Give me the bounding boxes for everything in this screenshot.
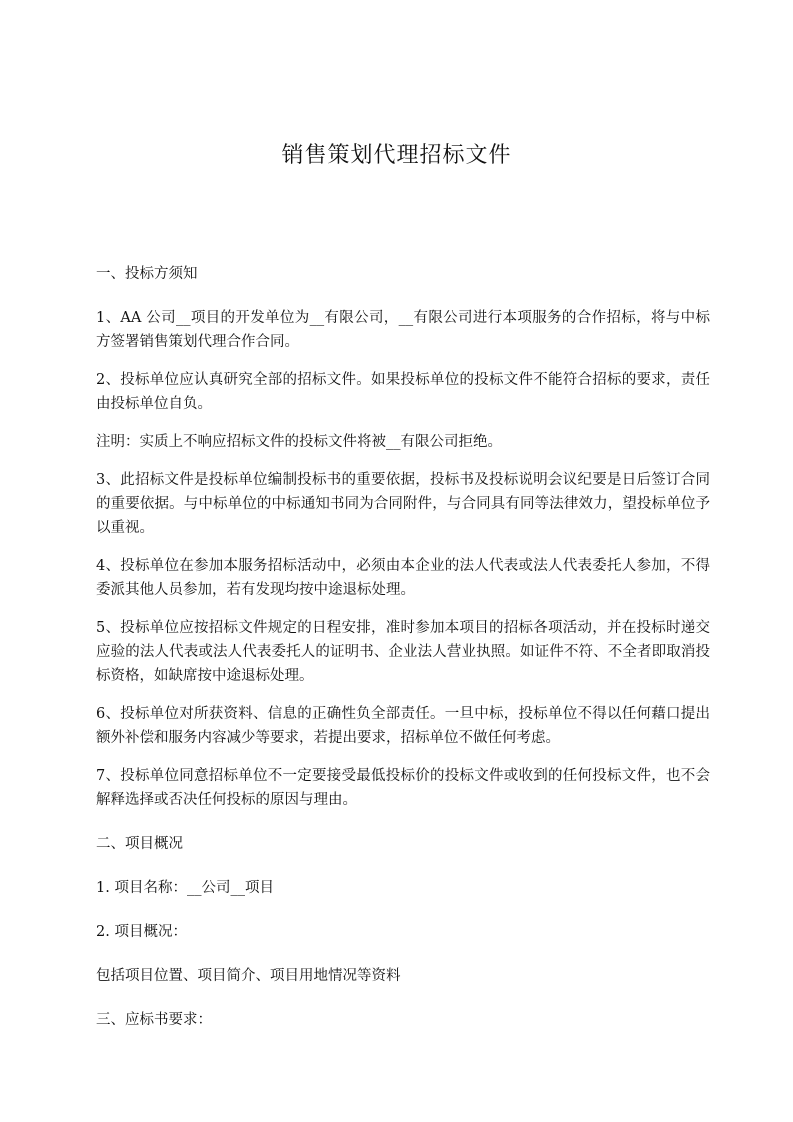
paragraph-5: 5、投标单位应按招标文件规定的日程安排，准时参加本项目的招标各项活动，并在投标时递交应验的法人代表或法人代表委托人的证明书、企业法人营业执照。如证件不符、不全者即取消投标资格，如缺席按中途退标处理。 xyxy=(96,620,710,684)
section-heading-1: 一、投标方须知 xyxy=(96,266,198,282)
section-heading-3: 三、应标书要求： xyxy=(96,1012,212,1028)
project-overview-label: 2. 项目概况： xyxy=(96,924,187,940)
paragraph-2: 2、投标单位应认真研究全部的招标文件。如果投标单位的投标文件不能符合招标的要求，责任由投标单位自负。 xyxy=(96,372,710,412)
paragraph-1: 1、AA 公司__项目的开发单位为__有限公司，__有限公司进行本项服务的合作招标，将与中标方签署销售策划代理合作合同。 xyxy=(96,310,710,350)
paragraph-6: 6、投标单位对所获资料、信息的正确性负全部责任。一旦中标，投标单位不得以任何藉口提出额外补偿和服务内容减少等要求，若提出要求，招标单位不做任何考虑。 xyxy=(96,706,710,746)
document-body xyxy=(96,262,710,1046)
paragraph-3: 3、此招标文件是投标单位编制投标书的重要依据，投标书及投标说明会议纪要是日后签订合同的重要依据。与中标单位的中标通知书同为合同附件，与合同具有同等法律效力，望投标单位予以重视。 xyxy=(96,472,710,536)
project-overview-description: 包括项目位置、项目简介、项目用地情况等资料 xyxy=(96,968,401,984)
project-name: 1. 项目名称：__公司__项目 xyxy=(96,880,274,896)
document-title: 销售策划代理招标文件 xyxy=(281,143,512,168)
paragraph-4: 4、投标单位在参加本服务招标活动中，必须由本企业的法人代表或法人代表委托人参加，不得委派其他人员参加，若有发现均按中途退标处理。 xyxy=(96,558,710,598)
note-paragraph: 注明：实质上不响应招标文件的投标文件将被__有限公司拒绝。 xyxy=(96,434,502,450)
section-heading-2: 二、项目概况 xyxy=(96,836,183,852)
paragraph-7: 7、投标单位同意招标单位不一定要接受最低投标价的投标文件或收到的任何投标文件，也不会解释选择或否决任何投标的原因与理由。 xyxy=(96,768,710,808)
